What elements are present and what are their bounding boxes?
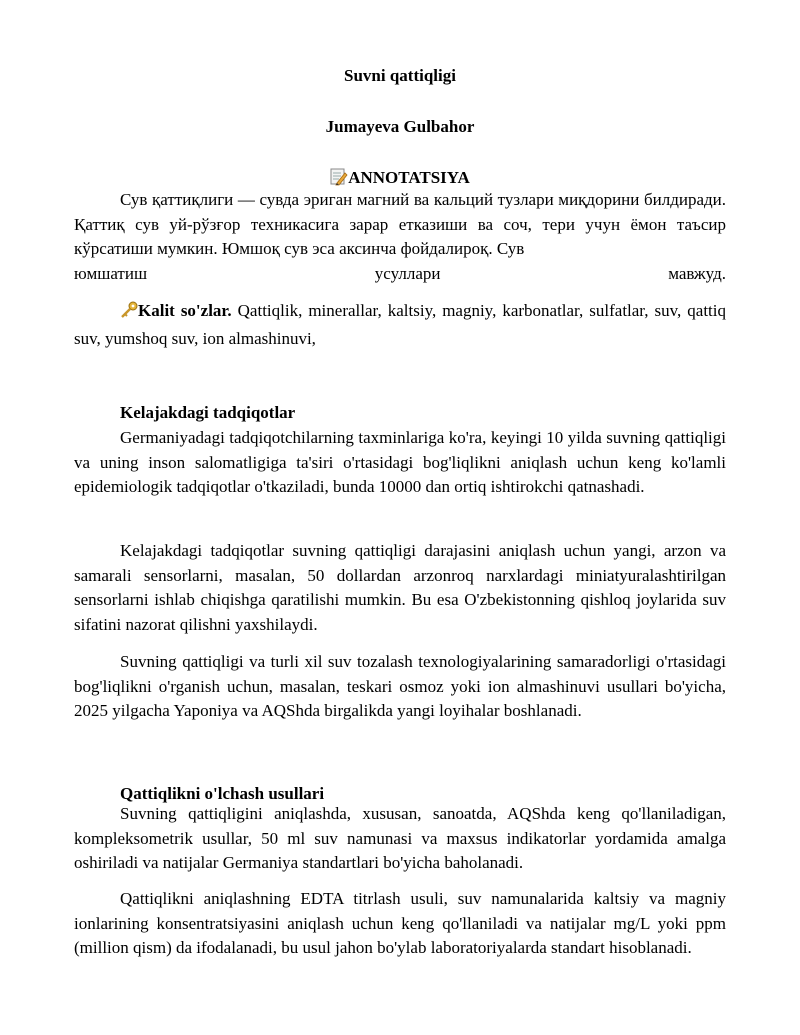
paragraph-future-2: Kelajakdagi tadqiqotlar suvning qattiqligi darajasini aniqlash uchun yangi, arzon va samarali sensorlarni, masalan, 50 dollardan arzonroq narxlardagi miniatyuralashtirilgan sensorlarni ishlab chiqishga qaratilishi mumkin. Bu esa O'zbekistonning qishloq joylarida suv sifatini nazorat qilishni yaxshilaydi. [74, 541, 726, 634]
paragraph-measure-2: Qattiqlikni aniqlashning EDTA titrlash usuli, suv namunalarida kaltsiy va magniy ionlarining konsentratsiyasini aniqlash uchun keng qo'llaniladi va natijalar mg/L yoki ppm (million qism) da ifodalanadi, bu usul jahon bo'ylab laboratoriyalarda standart hisoblanadi. [74, 889, 726, 957]
keywords-paragraph [74, 299, 726, 351]
section-heading-measurement: Qattiqlikni o'lchash usullari [120, 784, 325, 803]
key-icon [120, 301, 138, 327]
page-title: Suvni qattiqligi [344, 66, 456, 85]
author-name: Jumayeva Gulbahor [325, 117, 475, 136]
paragraph-future-3: Suvning qattiqligi va turli xil suv tozalash texnologiyalarining samaradorligi o'rtasidagi bog'liqlikni o'rganish uchun, masalan, teskari osmoz yoki ion almashinuvi usullari bo'yicha, 2025 yilgacha Yaponiya va AQShda birgalikda yangi loyihalar boshlanadi. [74, 652, 726, 720]
annotation-heading-text: ANNOTATSIYA [348, 168, 470, 187]
keywords-text: Qattiqlik, minerallar, kaltsiy, magniy, karbonatlar, sulfatlar, suv, qattiq suv, yumshoq suv, ion almashinuvi, [74, 301, 726, 348]
paragraph-future-1: Germaniyadagi tadqiqotchilarning taxminlariga ko'ra, keyingi 10 yilda suvning qattiqligi va uning inson salomatligiga ta'siri o'rtasidagi bog'liqlikni aniqlash uchun keng ko'lamli epidemiologik tadqiqotlar o'tkaziladi, bunda 10000 dan ortiq ishtirokchi qatnashadi. [74, 428, 726, 496]
paragraph-measure-1: Suvning qattiqligini aniqlashda, xususan, sanoatda, AQShda keng qo'llaniladigan, kompleksometrik usullar, 50 ml suv namunasi va maxsus indikatorlar yordamida amalga oshiriladi va natijalar Germaniya standartlari bo'yicha baholanadi. [74, 804, 726, 872]
keywords-label: Kalit so'zlar. [138, 301, 232, 320]
annotation-paragraph [74, 188, 726, 286]
annotation-text: Сув қаттиқлиги — сувда эриган магний ва кальций тузлари миқдорини билдиради. Қаттиқ сув уй-рўзғор техникасига зарар етказиши ва соч, тери учун ёмон таъсир кўрсатиши мумкин. Юмшоқ сув эса аксинча фойдалироқ. Сув [74, 190, 726, 258]
section-heading-future-research: Kelajakdagi tadqiqotlar [120, 403, 296, 422]
annotation-text-last: юмшатиш усуллари мавжуд. [74, 263, 726, 283]
